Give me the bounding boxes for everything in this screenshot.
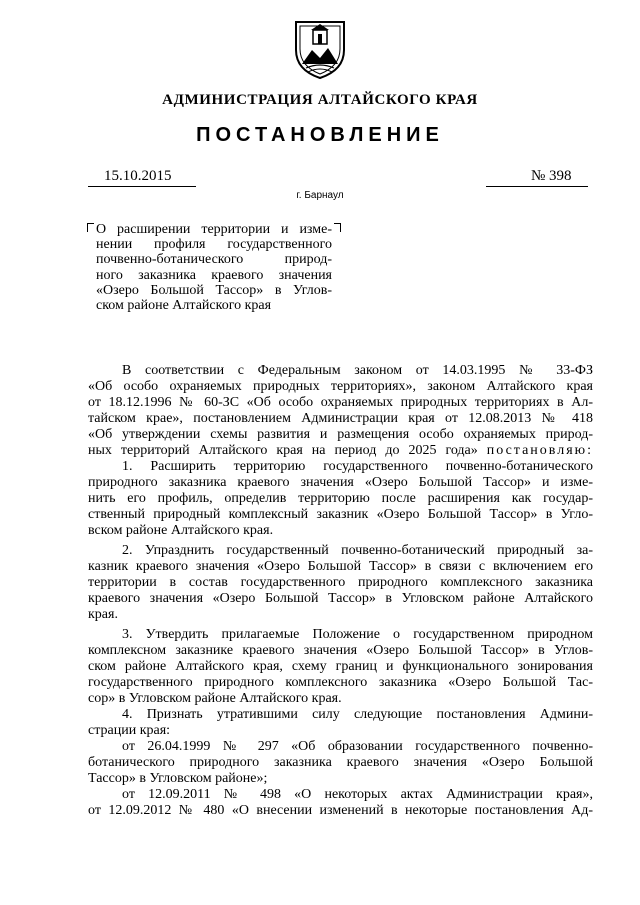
- preamble-line: от 18.12.1996 № 60-ЗС «Об особо охраняемых природных территориях в Ал-: [88, 395, 593, 410]
- point-3-line: комплексном заказнике краевого значения «Озеро Большой Тассор» в Углов-: [88, 643, 593, 658]
- point-3-line: сор» в Угловском районе Алтайского края.: [88, 691, 342, 706]
- city-label: г. Барнаул: [296, 190, 344, 201]
- document-type: ПОСТАНОВЛЕНИЕ: [196, 124, 444, 146]
- resolution-keyword: постановляю:: [486, 443, 593, 458]
- point-1-line: ственный природный комплексный заказник «Озеро Большой Тассор» в Угло-: [88, 507, 593, 522]
- preamble-line: «Об утверждении схемы развития и размещения особо охраняемых природ-: [88, 427, 593, 442]
- preamble-line: «Об особо охраняемых природных территориях», законом Алтайского края: [88, 379, 593, 394]
- subject-line: ного заказника краевого значения: [96, 267, 332, 283]
- document-date: 15.10.2015: [104, 168, 172, 184]
- date-underline: [88, 186, 196, 187]
- subject-line: О расширении территории и изме-: [96, 222, 332, 237]
- point-3-line: государственного природного комплексного заказника «Озеро Большой Тас-: [88, 675, 593, 690]
- preamble-text: ных территорий Алтайского края на период до 2025 года»: [88, 443, 478, 458]
- subject-bracket-right: [334, 223, 341, 232]
- subject-line: нении профиля государственного: [96, 237, 332, 253]
- point-1-line: 1. Расширить территорию государственного почвенно-ботанического: [122, 459, 593, 474]
- point-3-line: ском районе Алтайского края, схему границ и функционального зонирования: [88, 659, 593, 674]
- subject-line: ском районе Алтайского края: [96, 298, 272, 314]
- point-1-line: природного заказника краевого значения «Озеро Большой Тассор» и изме-: [88, 475, 593, 490]
- point-3-line: 3. Утвердить прилагаемые Положение о государственном природном: [122, 627, 593, 642]
- subject-line: «Озеро Большой Тассор» в Углов-: [96, 282, 332, 298]
- coat-of-arms-icon: [292, 18, 348, 80]
- point-2-line: территории в состав государственного природного комплексного заказника: [88, 575, 593, 590]
- preamble-last-line: [88, 443, 593, 459]
- organization-title: АДМИНИСТРАЦИЯ АЛТАЙСКОГО КРАЯ: [162, 92, 478, 108]
- number-underline: [486, 186, 588, 187]
- point-4-line: страции края:: [88, 723, 171, 738]
- point-4-line: от 12.09.2011 № 498 «О некоторых актах Администрации края»,: [122, 787, 593, 802]
- point-2-line: края.: [88, 607, 118, 622]
- document-subject: [96, 222, 332, 313]
- point-4-line: от 26.04.1999 № 297 «Об образовании государственного почвенно-: [122, 739, 593, 754]
- point-4-line: от 12.09.2012 № 480 «О внесении изменений в некоторые постановления Ад-: [88, 803, 593, 818]
- subject-bracket-left: [87, 223, 94, 232]
- preamble-line: В соответствии с Федеральным законом от 14.03.1995 № 33-ФЗ: [122, 363, 593, 378]
- point-1-line: нить его профиль, определив территорию после расширения как государ-: [88, 491, 593, 506]
- point-2-line: казник краевого значения «Озеро Большой Тассор» в связи с включением его: [88, 559, 593, 574]
- point-4-line: 4. Признать утратившими силу следующие постановления Админи-: [122, 707, 593, 722]
- document-number: № 398: [531, 168, 572, 184]
- subject-line: почвенно-ботанического природ-: [96, 252, 332, 268]
- point-2-line: 2. Упразднить государственный почвенно-ботанический природный за-: [122, 543, 593, 558]
- document-body: [88, 363, 593, 819]
- point-4-line: Тассор» в Угловском районе»;: [88, 771, 268, 786]
- point-2-line: краевого значения «Озеро Большой Тассор» в Угловском районе Алтайского: [88, 591, 593, 606]
- preamble-line: тайском крае», постановлением Администрации края от 12.08.2013 № 418: [88, 411, 593, 426]
- point-1-line: вском районе Алтайского края.: [88, 523, 274, 538]
- point-4-line: ботанического природного заказника краевого значения «Озеро Большой: [88, 755, 593, 770]
